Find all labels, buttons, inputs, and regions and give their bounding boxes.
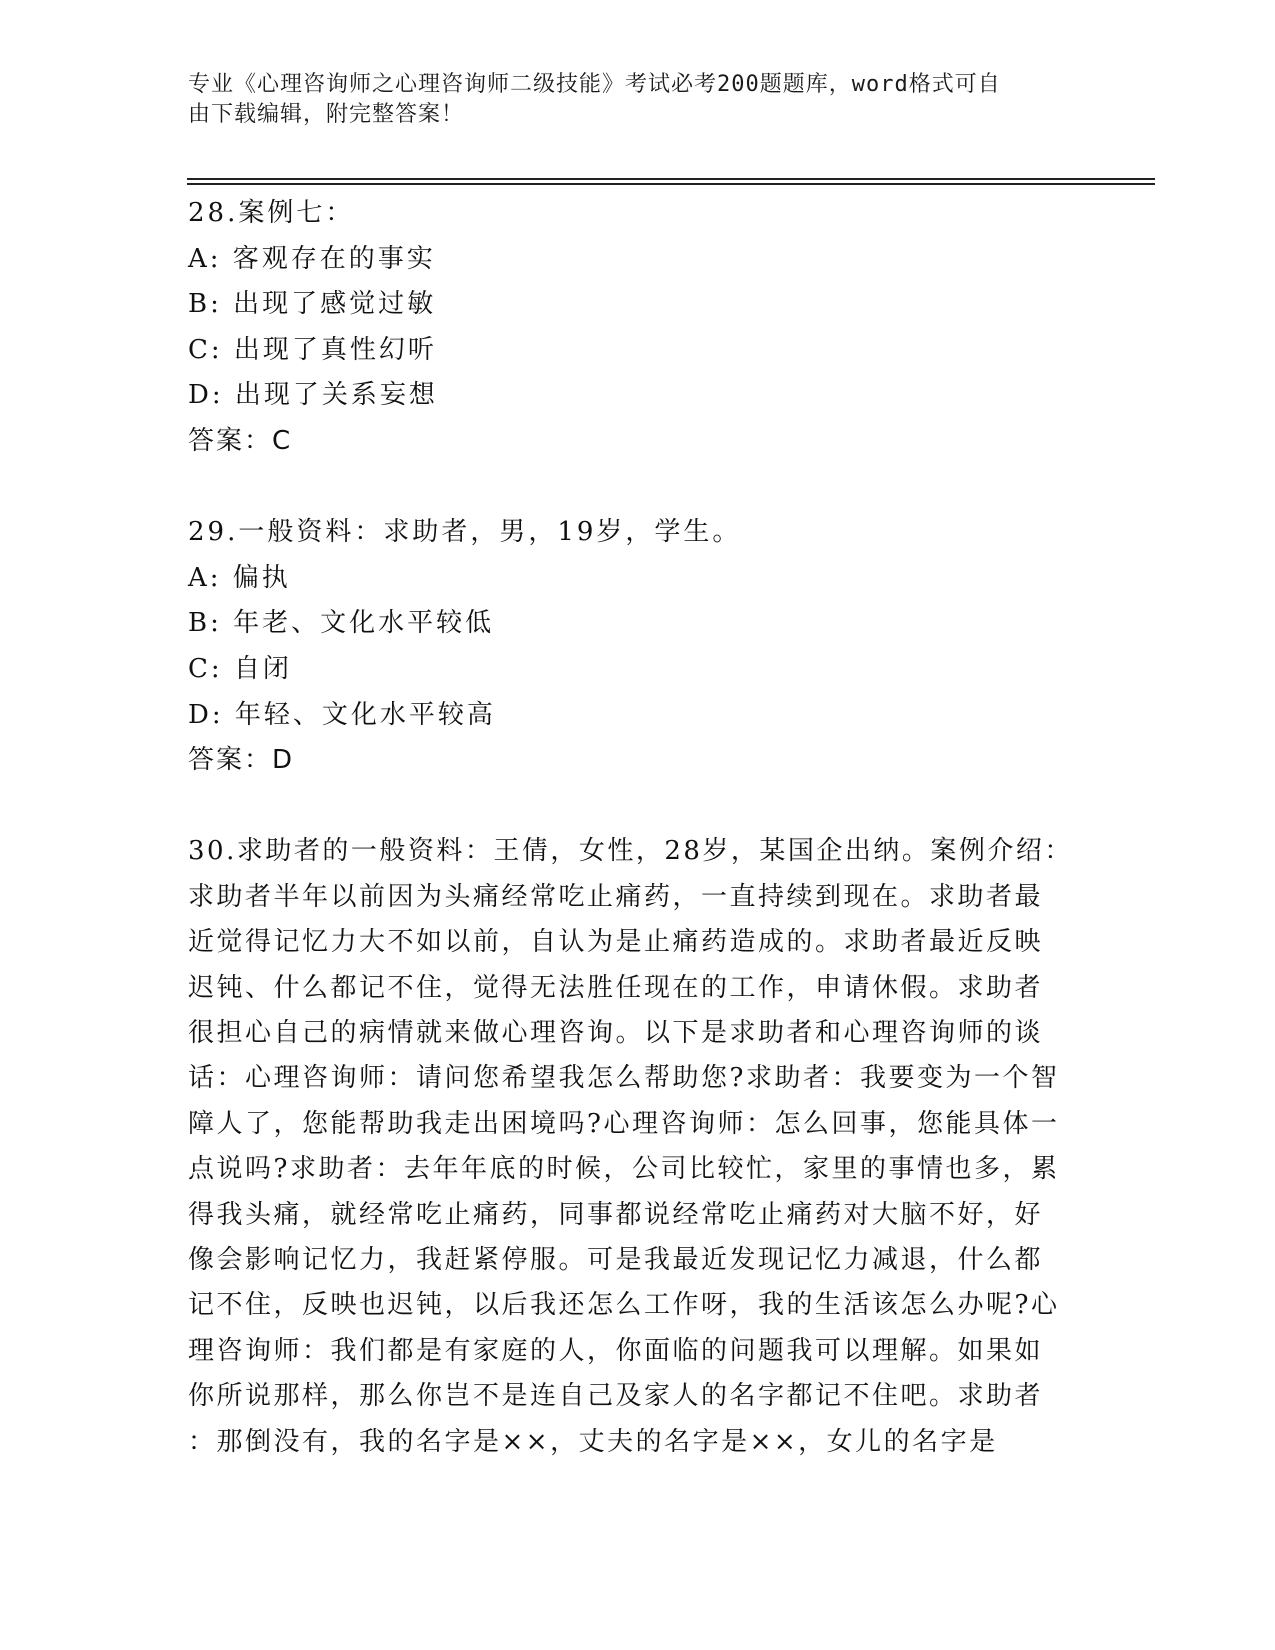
option-a: A: 客观存在的事实 bbox=[188, 243, 436, 274]
question-30-line: 很担心自己的病情就来做心理咨询。以下是求助者和心理咨询师的谈 bbox=[188, 1017, 1044, 1048]
spacer bbox=[188, 784, 1088, 830]
option-b: B: 出现了感觉过敏 bbox=[188, 289, 437, 320]
spacer bbox=[188, 465, 1088, 511]
question-29 bbox=[188, 510, 1088, 784]
question-30-line: 迟钝、什么都记不住，觉得无法胜任现在的工作，申请休假。求助者 bbox=[188, 972, 1044, 1003]
header-line-2: 由下载编辑，附完整答案！ bbox=[188, 102, 465, 127]
question-30-line: 得我头痛，就经常吃止痛药，同事都说经常吃止痛药对大脑不好，好 bbox=[188, 1199, 1044, 1230]
question-30 bbox=[188, 829, 1073, 1465]
question-30-line: 话：心理咨询师：请问您希望我怎么帮助您?求助者：我要变为一个智 bbox=[188, 1063, 1060, 1094]
header-line-1: 专业《心理咨询师之心理咨询师二级技能》考试必考200题题库，word格式可自 bbox=[188, 72, 1001, 97]
question-30-line: 近觉得记忆力大不如以前，自认为是止痛药造成的。求助者最近反映 bbox=[188, 927, 1044, 958]
answer-label: 答案：C bbox=[188, 425, 293, 456]
header-double-rule bbox=[187, 178, 1155, 185]
option-b: B: 年老、文化水平较低 bbox=[188, 608, 495, 639]
question-30-line: 你所说那样，那么你岂不是连自己及家人的名字都记不住吧。求助者 bbox=[188, 1381, 1044, 1412]
question-stem: 28.案例七： bbox=[188, 198, 355, 228]
question-30-line: 障人了，您能帮助我走出困境吗?心理咨询师：怎么回事，您能具体一 bbox=[188, 1108, 1060, 1139]
document-header bbox=[188, 70, 1088, 130]
question-30-line: 点说吗?求助者：去年年底的时候，公司比较忙，家里的事情也多，累 bbox=[188, 1154, 1060, 1185]
question-30-line: ：那倒没有，我的名字是××，丈夫的名字是××，女儿的名字是 bbox=[188, 1426, 998, 1457]
question-30-line: 30.求助者的一般资料：王倩，女性，28岁，某国企出纳。案例介绍： bbox=[188, 836, 1073, 867]
answer-label: 答案：D bbox=[188, 745, 295, 776]
question-list bbox=[188, 191, 1088, 1465]
option-c: C: 自闭 bbox=[188, 653, 292, 684]
option-d: D: 年轻、文化水平较高 bbox=[188, 699, 496, 730]
question-30-line: 像会影响记忆力，我赶紧停服。可是我最近发现记忆力减退，什么都 bbox=[188, 1244, 1044, 1275]
option-d: D: 出现了关系妄想 bbox=[188, 380, 438, 411]
option-a: A: 偏执 bbox=[188, 562, 291, 593]
question-30-line: 求助者半年以前因为头痛经常吃止痛药，一直持续到现在。求助者最 bbox=[188, 881, 1044, 912]
question-stem: 29.一般资料：求助者，男，19岁，学生。 bbox=[188, 517, 742, 548]
question-30-line: 记不住，反映也迟钝，以后我还怎么工作呀，我的生活该怎么办呢?心 bbox=[188, 1290, 1060, 1321]
question-28 bbox=[188, 191, 1088, 465]
question-30-line: 理咨询师：我们都是有家庭的人，你面临的问题我可以理解。如果如 bbox=[188, 1335, 1044, 1366]
option-c: C: 出现了真性幻听 bbox=[188, 334, 437, 365]
